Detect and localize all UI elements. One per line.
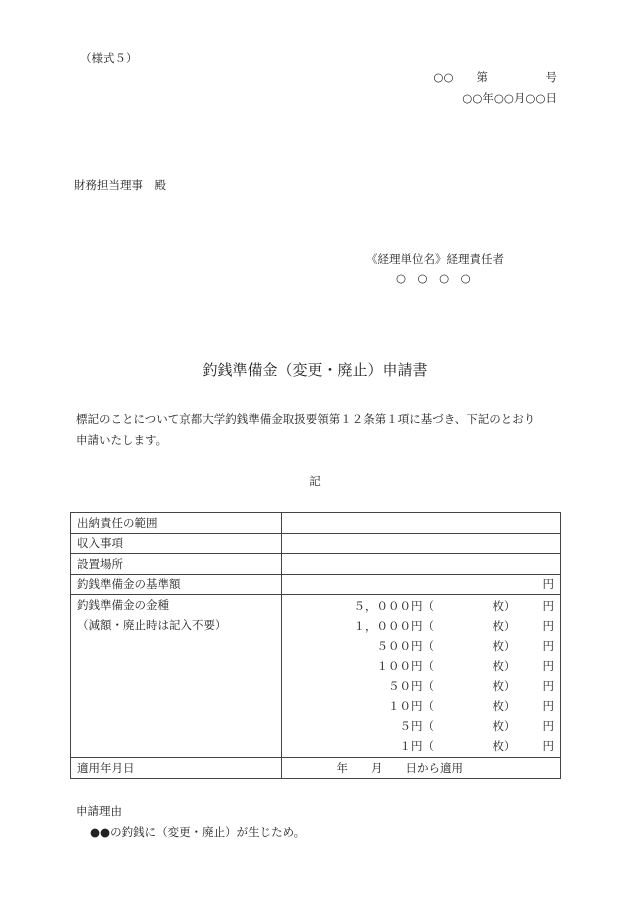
yen-unit: 円	[542, 739, 554, 753]
denomination-row[interactable]	[288, 656, 555, 676]
mai-unit: 枚）	[492, 599, 516, 613]
denomination-row[interactable]	[288, 636, 555, 656]
yen-unit: 円	[542, 699, 554, 713]
application-table	[70, 512, 561, 779]
table-row	[71, 574, 561, 595]
denomination-amount: ５００円	[376, 639, 423, 653]
denom-label: 釣銭準備金の金種	[77, 598, 169, 612]
reason-label: 申請理由	[76, 804, 122, 818]
yen-unit: 円	[542, 577, 554, 592]
mai-unit: 枚）	[492, 639, 516, 653]
denomination-row[interactable]	[288, 696, 555, 716]
denomination-row[interactable]	[288, 676, 555, 696]
page-title: 釣銭準備金（変更・廃止）申請書	[202, 361, 428, 379]
row-label: 設置場所	[71, 554, 282, 575]
addressee: 財務担当理事 殿	[74, 178, 166, 192]
value-cell[interactable]	[281, 554, 561, 575]
mai-unit: 枚）	[492, 739, 516, 753]
sender-unit: 《経理単位名》経理責任者	[366, 252, 504, 266]
table-row	[71, 513, 561, 534]
yen-unit: 円	[542, 679, 554, 693]
denomination-row[interactable]	[288, 716, 555, 736]
open-paren: （	[422, 739, 434, 753]
value-cell[interactable]	[281, 513, 561, 534]
yen-unit: 円	[542, 659, 554, 673]
denomination-amount: １０円	[388, 699, 423, 713]
body-text-line1: 標記のことについて京都大学釣銭準備金取扱要領第１２条第１項に基づき、下記のとおり	[76, 412, 536, 426]
open-paren: （	[422, 599, 434, 613]
denom-note: （減額・廃止時は記入不要）	[77, 618, 227, 632]
open-paren: （	[422, 679, 434, 693]
denomination-amount: ５，０００円	[353, 599, 423, 613]
yen-unit: 円	[542, 599, 554, 613]
denomination-amount: ５０円	[388, 679, 423, 693]
mai-unit: 枚）	[492, 619, 516, 633]
value-cell[interactable]	[281, 574, 561, 595]
mai-unit: 枚）	[492, 679, 516, 693]
denomination-amount: １００円	[376, 659, 423, 673]
denomination-amount: ５円	[399, 719, 423, 733]
denominations-cell[interactable]	[281, 595, 561, 758]
row-label: 出納責任の範囲	[71, 513, 282, 534]
open-paren: （	[422, 699, 434, 713]
yen-unit: 円	[542, 619, 554, 633]
denomination-row[interactable]	[288, 596, 555, 616]
table-row	[71, 758, 561, 779]
denomination-amount: １円	[399, 739, 423, 753]
open-paren: （	[422, 659, 434, 673]
sender-name: ○ ○ ○ ○	[396, 271, 471, 285]
document-date: ○○年○○月○○日	[462, 91, 557, 105]
mai-unit: 枚）	[492, 719, 516, 733]
denomination-row[interactable]	[288, 736, 555, 756]
yen-unit: 円	[542, 719, 554, 733]
denomination-row[interactable]	[288, 616, 555, 636]
row-label: 収入事項	[71, 533, 282, 554]
row-label: 適用年月日	[71, 758, 282, 779]
table-row	[71, 554, 561, 575]
ki-heading: 記	[309, 474, 321, 488]
open-paren: （	[422, 619, 434, 633]
mai-unit: 枚）	[492, 659, 516, 673]
table-row	[71, 595, 561, 758]
date-value[interactable]: 年 月 日から適用	[281, 758, 561, 779]
open-paren: （	[422, 639, 434, 653]
open-paren: （	[422, 719, 434, 733]
value-cell[interactable]	[281, 533, 561, 554]
denomination-amount: １，０００円	[353, 619, 423, 633]
table-row	[71, 533, 561, 554]
reason-text: ●●の釣銭に（変更・廃止）が生じため。	[90, 825, 306, 839]
mai-unit: 枚）	[492, 699, 516, 713]
body-text-line2: 申請いたします。	[76, 433, 168, 447]
document-number: ○○ 第 号	[433, 70, 557, 84]
yen-unit: 円	[542, 639, 554, 653]
row-label: 釣銭準備金の基準額	[71, 574, 282, 595]
form-number: （様式５）	[80, 51, 138, 65]
